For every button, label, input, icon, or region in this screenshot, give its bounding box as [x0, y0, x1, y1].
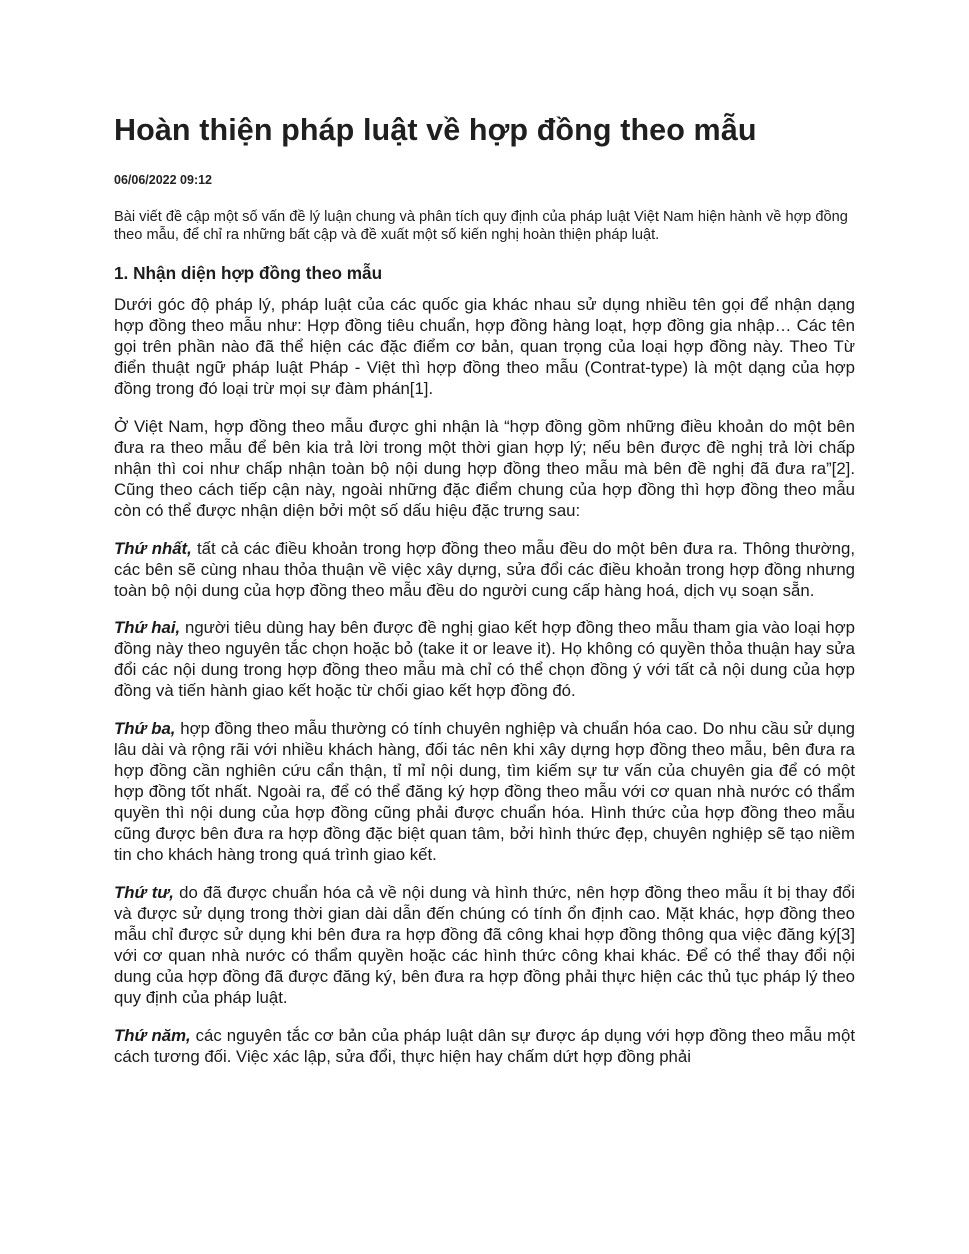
paragraph-body: người tiêu dùng hay bên được đề nghị giao kết hợp đồng theo mẫu tham gia vào loại hợp đồng này theo nguyên tắc chọn hoặc bỏ (take it or leave it). Họ không có quyền thỏa thuận hay sửa đổi các nội dung trong hợp đồng theo mẫu mà chỉ có thể chọn đồng ý với tất cả nội dung của hợp đồng và tiến hành giao kết hoặc từ chối giao kết hợp đồng đó.: [114, 618, 855, 701]
paragraph-1: Dưới góc độ pháp lý, pháp luật của các quốc gia khác nhau sử dụng nhiều tên gọi để nhận dạng hợp đồng theo mẫu như: Hợp đồng tiêu chuẩn, hợp đồng hàng loạt, hợp đồng gia nhập… Các tên gọi trên phần nào đã thể hiện các đặc điểm cơ bản, quan trọng của loại hợp đồng này. Theo Từ điển thuật ngữ pháp luật Pháp - Việt thì hợp đồng theo mẫu (Contrat-type) là một dạng của hợp đồng trong đó loại trừ mọi sự đàm phán[1].: [114, 295, 855, 398]
paragraph-6: [114, 882, 855, 1008]
paragraph-body: các nguyên tắc cơ bản của pháp luật dân sự được áp dụng với hợp đồng theo mẫu một cách tương đối. Việc xác lập, sửa đổi, thực hiện hay chấm dứt hợp đồng phải: [114, 1025, 856, 1066]
paragraph-lead: Thứ ba,: [114, 719, 176, 739]
paragraph-lead: Thứ năm,: [114, 1025, 191, 1045]
paragraph-body: tất cả các điều khoản trong hợp đồng theo mẫu đều do một bên đưa ra. Thông thường, các bên sẽ cùng nhau thỏa thuận về việc xây dựng, sửa đổi các điều khoản trong hợp đồng nhưng toàn bộ nội dung của hợp đồng theo mẫu đều do người cung cấp hàng hoá, dịch vụ soạn sẵn.: [114, 538, 855, 600]
paragraph-lead: Thứ hai,: [114, 618, 181, 638]
paragraph-5: [114, 718, 855, 865]
paragraph-2: Ở Việt Nam, hợp đồng theo mẫu được ghi nhận là “hợp đồng gồm những điều khoản do một bên đưa ra theo mẫu để bên kia trả lời trong một thời gian hợp lý; nếu bên được đề nghị trả lời chấp nhận thì coi như chấp nhận toàn bộ nội dung hợp đồng theo mẫu mà bên đề nghị đã đưa ra”[2]. Cũng theo cách tiếp cận này, ngoài những đặc điểm chung của hợp đồng thì hợp đồng theo mẫu còn có thể được nhận diện bởi một số dấu hiệu đặc trưng sau:: [114, 416, 855, 520]
paragraph-3: [114, 538, 855, 601]
article-summary: Bài viết đề cập một số vấn đề lý luận chung và phân tích quy định của pháp luật Việt Nam hiện hành về hợp đồng theo mẫu, để chỉ ra những bất cập và đề xuất một số kiến nghị hoàn thiện pháp luật.: [114, 209, 848, 243]
article-date: 06/06/2022 09:12: [114, 173, 213, 187]
section-heading: 1. Nhận diện hợp đồng theo mẫu: [114, 263, 383, 283]
paragraph-7: [114, 1025, 855, 1067]
paragraph-lead: Thứ nhất,: [114, 538, 192, 558]
paragraph-body: hợp đồng theo mẫu thường có tính chuyên nghiệp và chuẩn hóa cao. Do nhu cầu sử dụng lâu dài và rộng rãi với nhiều khách hàng, đối tác nên khi xây dựng hợp đồng theo mẫu, bên đưa ra hợp đồng cần nghiên cứu cẩn thận, tỉ mỉ nội dung, tìm kiếm sự tư vấn của chuyên gia để có một hợp đồng tốt nhất. Ngoài ra, để có thể đăng ký hợp đồng theo mẫu với cơ quan nhà nước có thẩm quyền thì nội dung của hợp đồng cũng phải được chuẩn hóa. Hình thức của hợp đồng theo mẫu cũng được bên đưa ra hợp đồng đặc biệt quan tâm, bởi hình thức đẹp, chuyên nghiệp sẽ tạo niềm tin cho khách hàng trong quá trình giao kết.: [114, 719, 856, 865]
paragraph-4: [114, 617, 855, 701]
paragraph-lead: Thứ tư,: [114, 882, 174, 902]
document-page: [114, 110, 855, 1084]
article-title: Hoàn thiện pháp luật về hợp đồng theo mẫu: [114, 113, 757, 147]
paragraph-body: do đã được chuẩn hóa cả về nội dung và hình thức, nên hợp đồng theo mẫu ít bị thay đổi và được sử dụng trong thời gian dài dẫn đến chúng có tính ổn định cao. Mặt khác, hợp đồng theo mẫu chỉ được sử dụng khi bên đưa ra hợp đồng đã công khai hợp đồng thông qua việc đăng ký[3] với cơ quan nhà nước có thẩm quyền hoặc các hình thức công khai khác. Để có thể thay đổi nội dung của hợp đồng đã được đăng ký, bên đưa ra hợp đồng phải thực hiện các thủ tục pháp lý theo quy định của pháp luật.: [114, 882, 855, 1007]
